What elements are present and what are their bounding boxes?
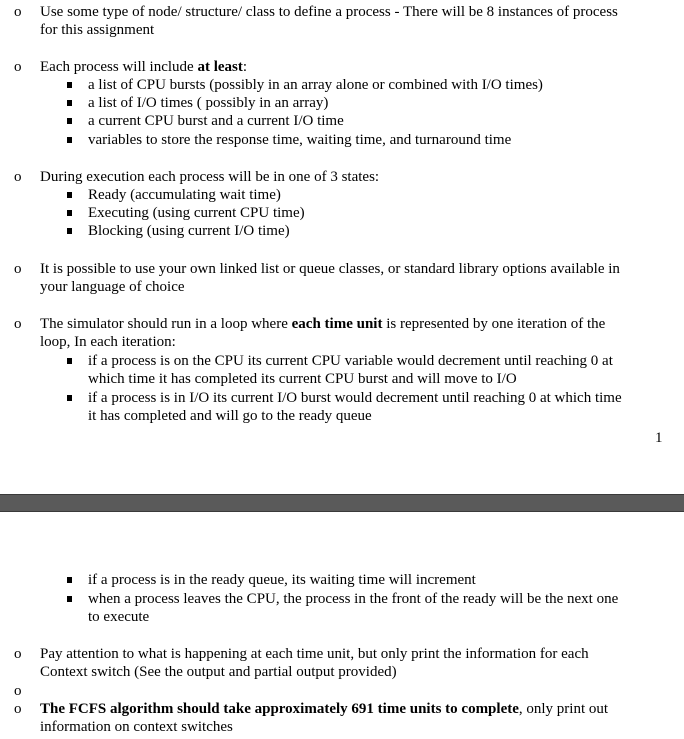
bold-text: The FCFS algorithm should take approximately 691 time units to complete	[40, 701, 519, 717]
hollow-circle-bullet-icon: o	[14, 169, 22, 185]
text-line: information on context switches	[40, 719, 233, 735]
bullet-item-fcfs	[14, 700, 609, 736]
text-line: During execution each process will be in one of 3 states:	[40, 169, 380, 185]
text-line: Ready (accumulating wait time)	[88, 187, 281, 203]
hollow-circle-bullet-icon: o	[14, 4, 22, 20]
text-line: Use some type of node/ structure/ class to define a process - There will be 8 instances of process	[40, 4, 618, 20]
sub-item	[88, 204, 305, 222]
text-span: Each process will include	[40, 59, 198, 75]
bullet-item-process-states	[14, 168, 380, 186]
text-line: loop, In each iteration:	[40, 334, 176, 350]
text-line: Executing (using current CPU time)	[88, 205, 305, 221]
text-line	[40, 58, 247, 76]
sub-item	[88, 131, 511, 149]
square-bullet-icon	[67, 82, 72, 88]
bullet-item-simulator-loop	[14, 315, 606, 351]
bullet-item-context-switch	[14, 645, 589, 681]
text-line	[40, 315, 605, 333]
text-line: a list of I/O times ( possibly in an array)	[88, 95, 329, 111]
sub-item	[88, 186, 281, 204]
text-line: variables to store the response time, waiting time, and turnaround time	[88, 132, 512, 148]
square-bullet-icon	[67, 596, 72, 602]
hollow-circle-bullet-icon: o	[14, 683, 22, 699]
text-line: Pay attention to what is happening at each time unit, but only print the information for each	[40, 646, 589, 662]
page-number: 1	[655, 430, 663, 446]
sub-item	[88, 389, 622, 425]
text-line: for this assignment	[40, 22, 155, 38]
square-bullet-icon	[67, 210, 72, 216]
sub-item	[88, 352, 613, 388]
square-bullet-icon	[67, 395, 72, 401]
text-line: Context switch (See the output and partial output provided)	[40, 664, 397, 680]
sub-item	[88, 112, 344, 130]
page-break-divider	[0, 494, 684, 512]
text-line: a list of CPU bursts (possibly in an array alone or combined with I/O times)	[88, 77, 543, 93]
sub-item	[88, 94, 328, 112]
text-span: :	[242, 59, 248, 75]
text-line: when a process leaves the CPU, the process in the front of the ready will be the next one	[88, 591, 619, 607]
sub-item	[88, 76, 543, 94]
bold-text: each time unit	[291, 316, 383, 332]
sub-item	[88, 571, 476, 589]
square-bullet-icon	[67, 358, 72, 364]
bold-text: at least	[197, 59, 243, 75]
hollow-circle-bullet-icon: o	[14, 316, 22, 332]
text-line	[40, 700, 608, 718]
hollow-circle-bullet-icon: o	[14, 261, 22, 277]
hollow-circle-bullet-icon: o	[14, 646, 22, 662]
square-bullet-icon	[67, 228, 72, 234]
sub-item	[88, 590, 618, 626]
text-line: It is possible to use your own linked list or queue classes, or standard library options available in	[40, 261, 620, 277]
square-bullet-icon	[67, 137, 72, 143]
bullet-item-linked-list	[14, 260, 620, 296]
sub-item	[88, 222, 290, 240]
text-line: if a process is in I/O its current I/O burst would decrement until reaching 0 at which time	[88, 390, 622, 406]
text-line: which time it has completed its current CPU burst and will move to I/O	[88, 371, 517, 387]
square-bullet-icon	[67, 118, 72, 124]
text-line: Blocking (using current I/O time)	[88, 223, 290, 239]
text-line: your language of choice	[40, 279, 185, 295]
text-line: if a process is on the CPU its current CPU variable would decrement until reaching 0 at	[88, 353, 613, 369]
square-bullet-icon	[67, 100, 72, 106]
text-line: a current CPU burst and a current I/O time	[88, 113, 344, 129]
text-span: is represented by one iteration of the	[382, 316, 606, 332]
text-span: , only print out	[518, 701, 609, 717]
square-bullet-icon	[67, 577, 72, 583]
square-bullet-icon	[67, 192, 72, 198]
hollow-circle-bullet-icon: o	[14, 701, 22, 717]
text-line: to execute	[88, 609, 150, 625]
hollow-circle-bullet-icon: o	[14, 59, 22, 75]
text-line: if a process is in the ready queue, its waiting time will increment	[88, 572, 476, 588]
bullet-item-node-structure	[14, 3, 618, 39]
text-span: The simulator should run in a loop where	[40, 316, 292, 332]
text-line: it has completed and will go to the ready queue	[88, 408, 372, 424]
bullet-item-process-includes	[14, 58, 248, 76]
